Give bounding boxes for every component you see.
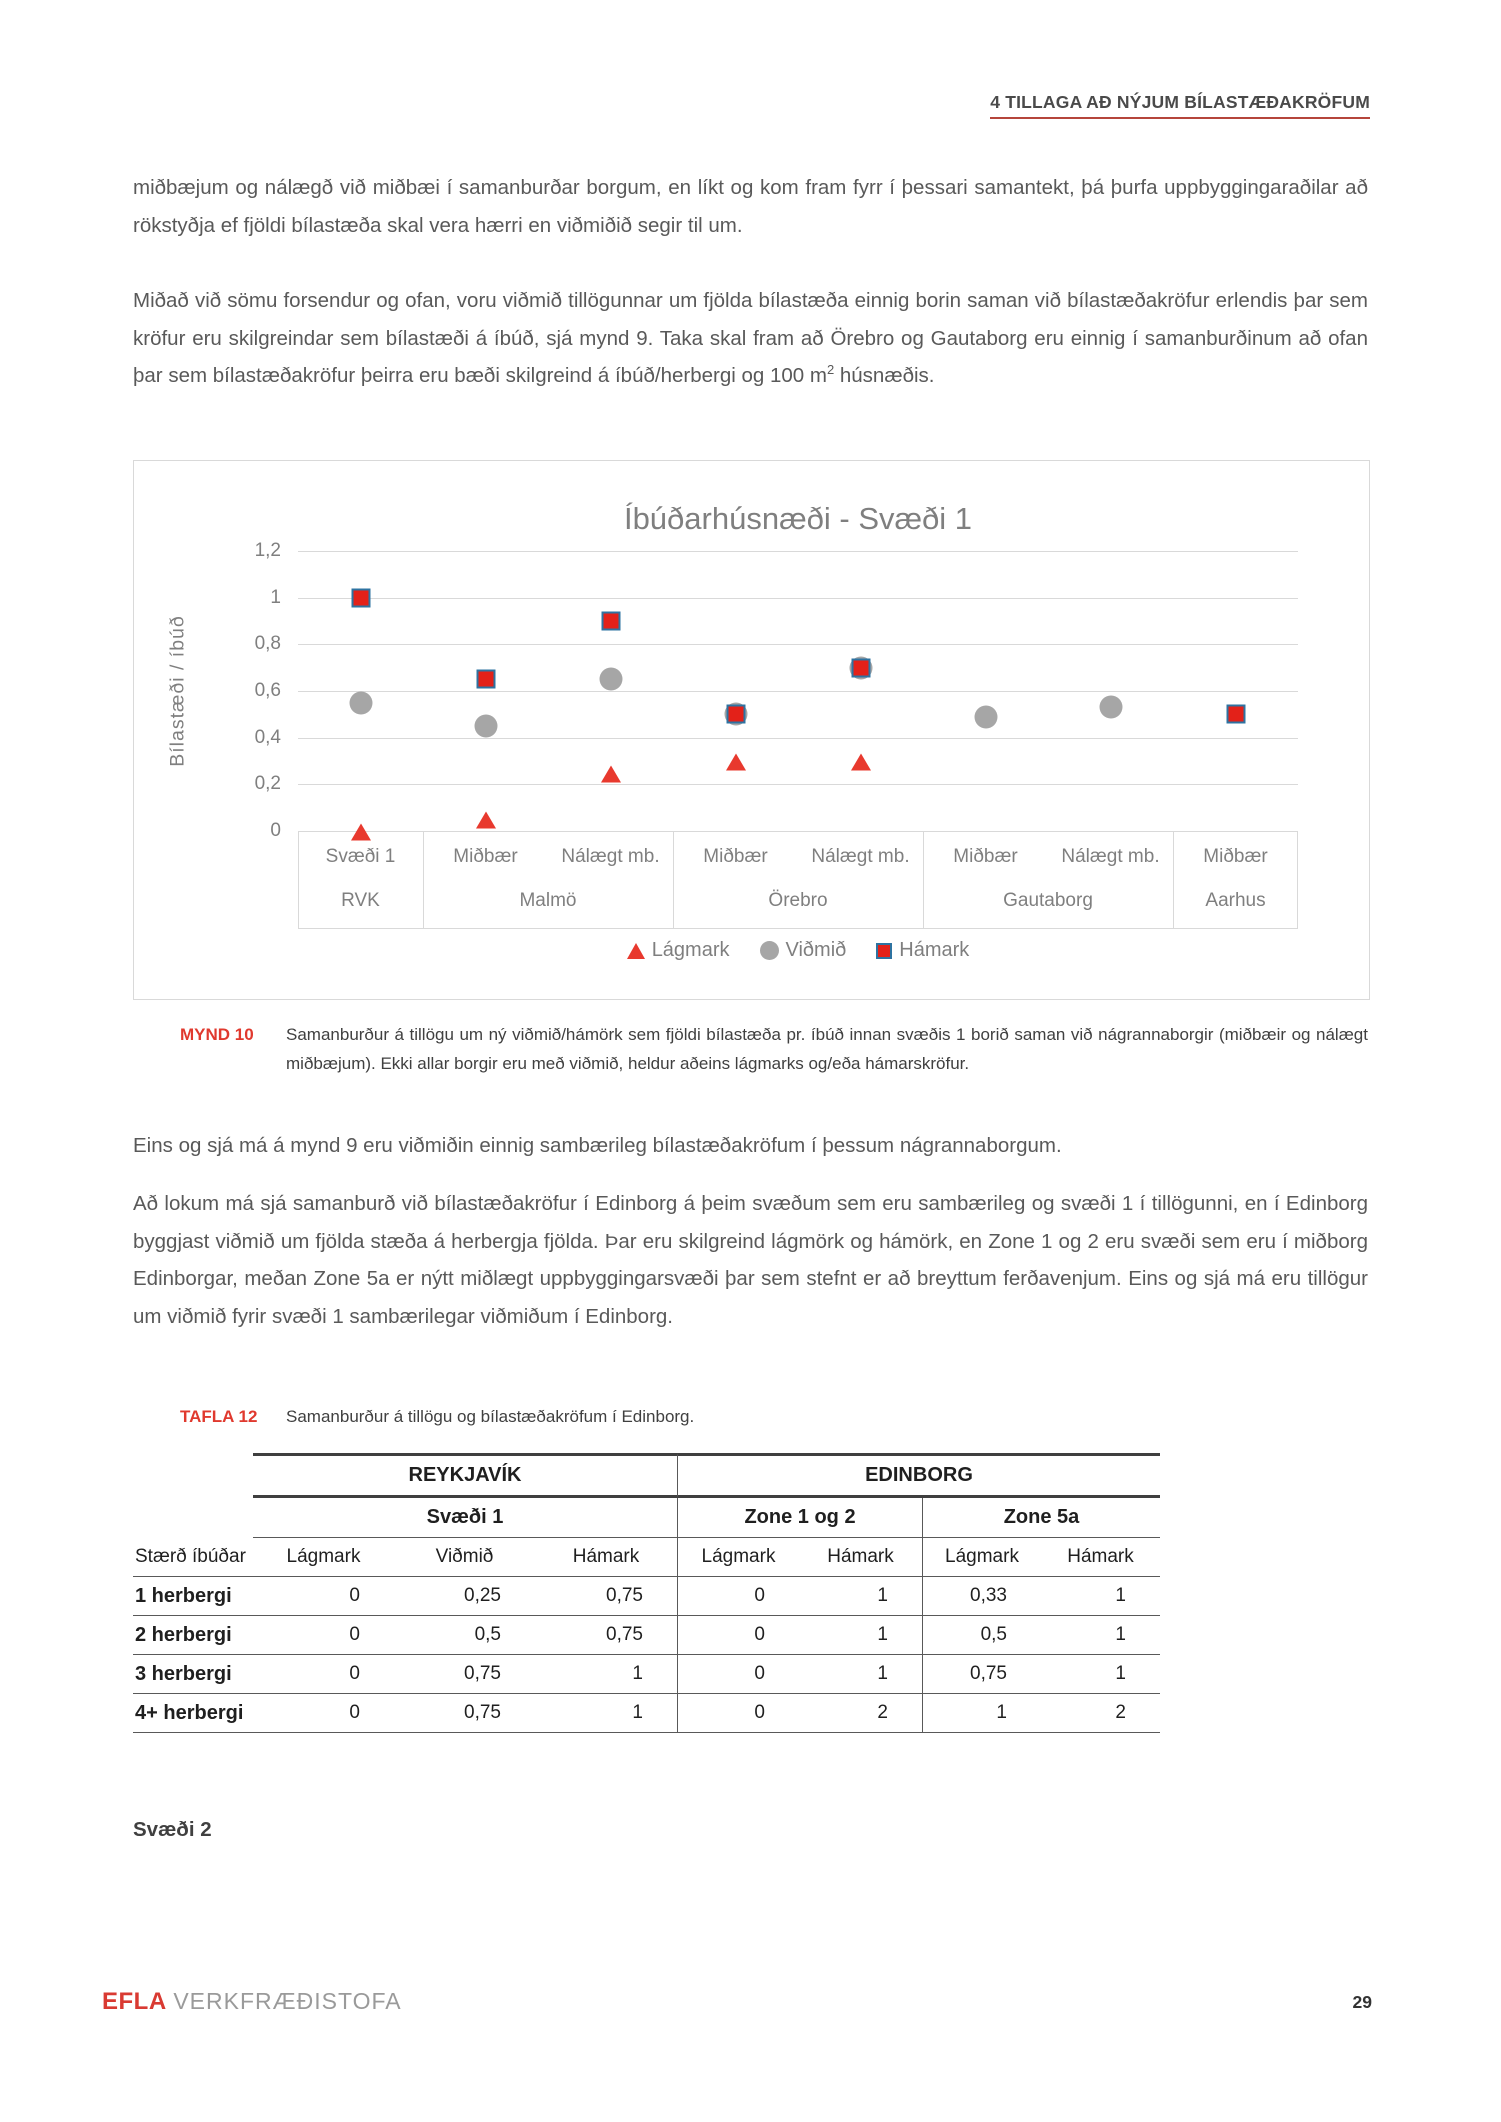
col-header: Viðmið xyxy=(394,1538,535,1577)
x-group-label-rvk: RVK xyxy=(341,890,380,911)
superscript-2: 2 xyxy=(826,362,835,378)
value-cell: 0,33 xyxy=(922,1577,1041,1616)
gridline xyxy=(298,784,1298,785)
value-cell: 0,75 xyxy=(922,1655,1041,1694)
x-group-label-örebro: Örebro xyxy=(768,890,828,911)
y-tick-label: 1 xyxy=(270,586,281,608)
x-sub-label: Nálægt mb. xyxy=(561,846,660,867)
x-sub-label: Miðbær xyxy=(703,846,768,867)
value-cell: 0 xyxy=(677,1694,799,1733)
value-cell: 1 xyxy=(535,1694,677,1733)
value-cell: 0 xyxy=(677,1616,799,1655)
gridline xyxy=(298,551,1298,552)
marker-circle-malmö xyxy=(474,715,497,738)
marker-triangle-malmö xyxy=(476,812,496,829)
x-group-separator xyxy=(1173,831,1174,929)
marker-circle-rvk xyxy=(349,691,372,714)
col-group-reykjavik: REYKJAVÍK xyxy=(253,1453,677,1498)
paragraph-4-text: Að lokum má sjá samanburð við bílastæðakröfur í Edinborg á þeim svæðum sem eru sambærileg og svæði 1 í tillögunni, en í Edinborg byggjast viðmið um fjölda stæða á herbergja fjölda. Þar eru skilgreind lágmörk og hámörk, en Zone 1 og 2 eru svæði sem eru í miðborg Edinborgar, meðan Zone 5a er nýtt miðlægt uppbyggingarsvæði þar sem stefnt er að breyttum ferðavenjum. Eins og sjá má eru tillögur um viðmið fyrir svæði 1 sambærilegar viðmiðum í Edinborg. xyxy=(133,1192,1368,1328)
table-blank xyxy=(133,1498,253,1538)
figure-caption xyxy=(180,1020,1370,1078)
marker-circle-gautaborg xyxy=(1099,696,1122,719)
y-axis-title: Bílastæði / íbúð xyxy=(166,615,189,767)
marker-triangle-malmö xyxy=(601,765,621,782)
legend-item xyxy=(760,939,847,962)
value-cell: 1 xyxy=(799,1616,922,1655)
value-cell: 1 xyxy=(1041,1616,1160,1655)
x-group-separator xyxy=(423,831,424,929)
x-group-label-aarhus: Aarhus xyxy=(1205,890,1266,911)
y-tick-label: 0 xyxy=(270,820,281,841)
x-sub-label: Miðbær xyxy=(453,846,518,867)
marker-triangle-örebro xyxy=(851,754,871,771)
x-group-label-gautaborg: Gautaborg xyxy=(1003,890,1093,911)
value-cell: 0,5 xyxy=(922,1616,1041,1655)
value-cell: 2 xyxy=(799,1694,922,1733)
figure-mynd-10 xyxy=(133,460,1370,1000)
paragraph-3 xyxy=(133,1127,1368,1165)
col-group-edinborg: EDINBORG xyxy=(677,1453,1160,1498)
value-cell: 0 xyxy=(253,1655,394,1694)
col-header: Hámark xyxy=(799,1538,922,1577)
x-sub-label: Miðbær xyxy=(953,846,1018,867)
value-cell: 1 xyxy=(799,1655,922,1694)
x-group-separator xyxy=(1297,831,1298,929)
value-cell: 1 xyxy=(1041,1655,1160,1694)
table-corner-blank xyxy=(133,1453,253,1498)
circle-icon xyxy=(760,941,779,960)
row-label: 3 herbergi xyxy=(133,1655,253,1694)
marker-triangle-rvk xyxy=(351,824,371,841)
legend-label: Hámark xyxy=(899,939,970,961)
paragraph-2-tail: húsnæðis. xyxy=(834,364,935,387)
value-cell: 1 xyxy=(799,1577,922,1616)
x-sub-label: Svæði 1 xyxy=(325,846,396,867)
y-tick-label: 0,4 xyxy=(254,726,281,748)
paragraph-2-text: Miðað við sömu forsendur og ofan, voru viðmið tillögunnar um fjölda bílastæða einnig borin saman við bílastæðakröfur erlendis þar sem kröfur eru skilgreindar sem bílastæði á íbúð, sjá mynd 9. Taka skal fram að Örebro og Gautaborg eru einnig í samanburðinum að ofan þar sem bílastæðakröfur þeirra eru bæði skilgreind á íbúð/herbergi og 100 m xyxy=(133,289,1368,387)
y-tick-label: 1,2 xyxy=(254,540,281,561)
gridline xyxy=(298,691,1298,692)
legend-label: Viðmið xyxy=(785,939,847,961)
marker-circle-gautaborg xyxy=(974,705,997,728)
figure-caption-text: Samanburður á tillögu um ný viðmið/hámörk sem fjöldi bílastæða pr. íbúð innan svæðis 1 borið saman við nágrannaborgir (miðbæir og nálægt miðbæjum). Ekki allar borgir eru með viðmið, heldur aðeins lágmarks og/eða hámarskröfur. xyxy=(286,1025,1368,1073)
value-cell: 0 xyxy=(677,1655,799,1694)
paragraph-1-text: miðbæjum og nálægð við miðbæi í samanburðar borgum, en líkt og kom fram fyrr í þessari samantekt, þá þurfa uppbyggingaraðilar að rökstyðja ef fjöldi bílastæða skal vera hærri en viðmiðið segir til um. xyxy=(133,176,1368,237)
col-header: Lágmark xyxy=(922,1538,1041,1577)
marker-square-örebro xyxy=(726,705,745,724)
value-cell: 0 xyxy=(253,1694,394,1733)
value-cell: 0,25 xyxy=(394,1577,535,1616)
marker-square-rvk xyxy=(351,588,370,607)
marker-square-aarhus xyxy=(1226,705,1245,724)
legend-item xyxy=(627,939,730,962)
col-header: Hámark xyxy=(535,1538,677,1577)
row-label: 4+ herbergi xyxy=(133,1694,253,1733)
value-cell: 1 xyxy=(535,1655,677,1694)
value-cell: 1 xyxy=(922,1694,1041,1733)
y-tick-label: 0,2 xyxy=(254,773,281,795)
table-caption xyxy=(180,1402,1370,1431)
legend-label: Lágmark xyxy=(651,939,730,961)
x-sub-label: Miðbær xyxy=(1203,846,1268,867)
chart-legend xyxy=(298,939,1298,962)
triangle-icon xyxy=(627,943,645,959)
x-axis-labels xyxy=(298,831,1298,929)
col-header: Lágmark xyxy=(677,1538,799,1577)
legend-item xyxy=(876,939,969,962)
chart-title: Íbúðarhúsnæði - Svæði 1 xyxy=(623,501,973,536)
efla-logo-suffix: VERKFRÆÐISTOFA xyxy=(173,1988,402,2014)
comparison-table xyxy=(133,1453,1160,1733)
paragraph-4 xyxy=(133,1185,1368,1335)
value-cell: 0,5 xyxy=(394,1616,535,1655)
running-header xyxy=(990,92,1370,119)
col-header: Hámark xyxy=(1041,1538,1160,1577)
col-header: Lágmark xyxy=(253,1538,394,1577)
value-cell: 0,75 xyxy=(535,1577,677,1616)
gridline xyxy=(298,738,1298,739)
y-tick-label: 0,6 xyxy=(254,680,281,701)
paragraph-3-text: Eins og sjá má á mynd 9 eru viðmiðin einnig sambærileg bílastæðakröfum í þessum nágrannaborgum. xyxy=(133,1134,1062,1157)
sub-group-2: Zone 1 og 2 xyxy=(677,1498,922,1538)
page-number: 29 xyxy=(1352,1992,1372,2012)
paragraph-1 xyxy=(133,169,1368,244)
paragraph-2 xyxy=(133,282,1368,395)
row-label: 1 herbergi xyxy=(133,1577,253,1616)
gridline xyxy=(298,598,1298,599)
x-sub-label: Nálægt mb. xyxy=(811,846,910,867)
value-cell: 0 xyxy=(253,1616,394,1655)
chapter-title: 4 TILLAGA AÐ NÝJUM BÍLASTÆÐAKRÖFUM xyxy=(990,92,1370,119)
x-group-label-malmö: Malmö xyxy=(519,890,577,911)
square-icon xyxy=(876,943,892,959)
gridline xyxy=(298,644,1298,645)
row-header-label: Stærð íbúðar xyxy=(133,1538,253,1577)
marker-circle-malmö xyxy=(599,668,622,691)
table-caption-label: TAFLA 12 xyxy=(180,1407,258,1426)
y-tick-label: 0,8 xyxy=(254,633,281,655)
value-cell: 0 xyxy=(677,1577,799,1616)
value-cell: 0,75 xyxy=(394,1694,535,1733)
table-caption-text: Samanburður á tillögu og bílastæðakröfum í Edinborg. xyxy=(286,1407,695,1426)
value-cell: 2 xyxy=(1041,1694,1160,1733)
sub-group-1: Svæði 1 xyxy=(253,1498,677,1538)
marker-square-örebro xyxy=(851,658,870,677)
marker-square-malmö xyxy=(476,670,495,689)
marker-triangle-örebro xyxy=(726,754,746,771)
section-heading: Svæði 2 xyxy=(133,1818,212,1841)
sub-group-3: Zone 5a xyxy=(922,1498,1160,1538)
marker-square-malmö xyxy=(601,612,620,631)
figure-caption-label: MYND 10 xyxy=(180,1025,254,1044)
value-cell: 0,75 xyxy=(535,1616,677,1655)
row-label: 2 herbergi xyxy=(133,1616,253,1655)
chart-plot-area xyxy=(298,551,1298,831)
footer-logo xyxy=(102,1988,402,2016)
efla-logo-text: EFLA xyxy=(102,1988,167,2015)
value-cell: 0 xyxy=(253,1577,394,1616)
x-group-separator xyxy=(298,831,299,929)
x-sub-label: Nálægt mb. xyxy=(1061,846,1160,867)
value-cell: 0,75 xyxy=(394,1655,535,1694)
x-group-separator xyxy=(923,831,924,929)
x-group-separator xyxy=(673,831,674,929)
value-cell: 1 xyxy=(1041,1577,1160,1616)
